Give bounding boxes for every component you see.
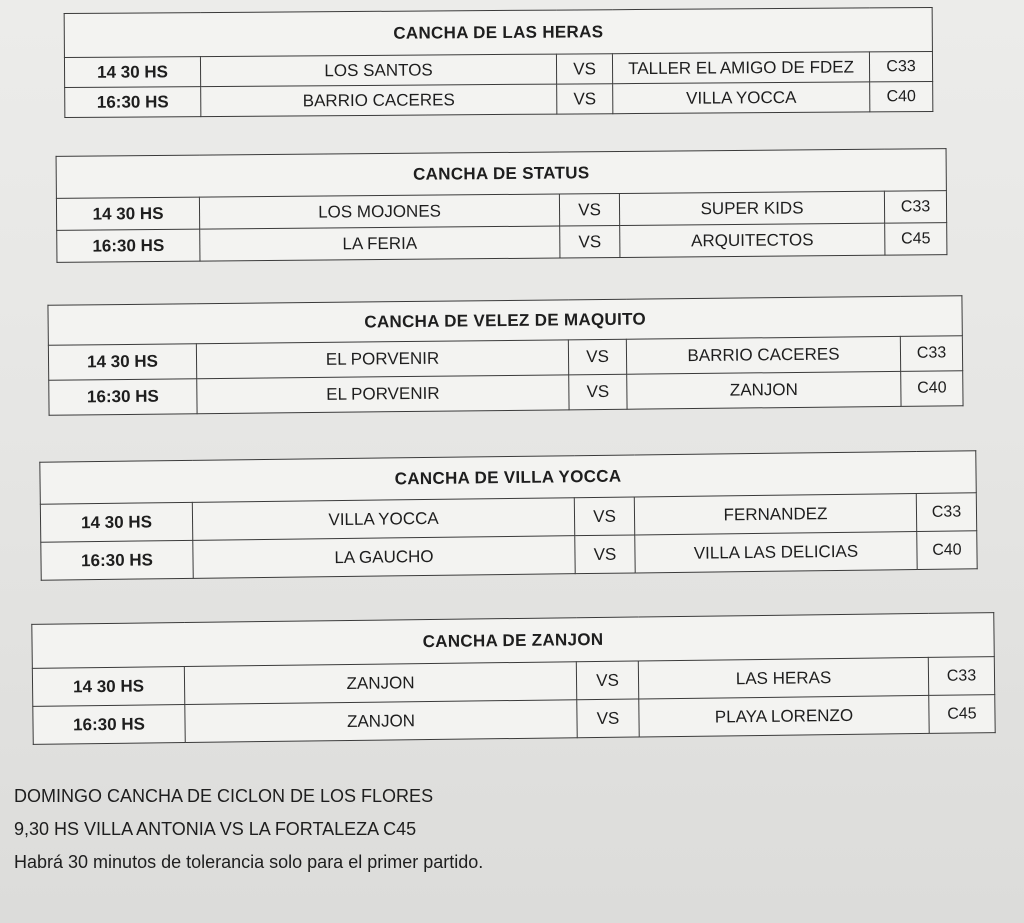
venue-title: CANCHA DE STATUS <box>56 149 946 199</box>
home-team: LA FERIA <box>200 226 560 261</box>
category-code: C40 <box>870 81 933 111</box>
category-code: C40 <box>917 531 977 570</box>
venue-title: CANCHA DE LAS HERAS <box>64 7 932 57</box>
match-time: 16:30 HS <box>57 229 200 262</box>
home-team: EL PORVENIR <box>196 340 568 379</box>
home-team: ZANJON <box>184 662 576 705</box>
away-team: LAS HERAS <box>638 657 928 699</box>
fixture-table-zanjon <box>31 612 995 745</box>
match-time: 16:30 HS <box>65 87 201 118</box>
venue-title: CANCHA DE ZANJON <box>32 613 994 669</box>
home-team: LOS SANTOS <box>200 54 556 86</box>
match-time: 14 30 HS <box>40 502 192 542</box>
away-team: BARRIO CACERES <box>626 336 900 374</box>
home-team: BARRIO CACERES <box>201 84 557 116</box>
vs-label: VS <box>569 374 627 410</box>
vs-label: VS <box>559 193 619 226</box>
away-team: SUPER KIDS <box>619 191 884 225</box>
home-team: VILLA YOCCA <box>192 498 574 541</box>
venue-title: CANCHA DE VELEZ DE MAQUITO <box>48 296 962 346</box>
sunday-match-note: 9,30 HS VILLA ANTONIA VS LA FORTALEZA C45 <box>14 819 417 839</box>
away-team: FERNANDEZ <box>634 494 916 535</box>
tolerance-note: Habrá 30 minutos de tolerancia solo para el primer partido. <box>14 852 484 872</box>
match-time: 14 30 HS <box>48 344 196 381</box>
match-time: 14 30 HS <box>56 197 199 230</box>
vs-label: VS <box>576 661 638 700</box>
vs-label: VS <box>577 699 639 738</box>
fixture-table-velez-de-maquito <box>47 295 963 416</box>
home-team: EL PORVENIR <box>197 375 569 414</box>
match-time: 14 30 HS <box>32 667 184 707</box>
fixture-table-villa-yocca <box>39 450 977 580</box>
match-row <box>57 223 947 263</box>
category-code: C40 <box>901 371 963 407</box>
sunday-venue-note: DOMINGO CANCHA DE CICLON DE LOS FLORES <box>14 786 434 806</box>
match-time: 16:30 HS <box>33 705 185 745</box>
vs-label: VS <box>556 54 612 84</box>
away-team: VILLA LAS DELICIAS <box>635 532 917 573</box>
category-code: C33 <box>916 493 976 532</box>
match-row <box>65 81 933 117</box>
vs-label: VS <box>560 225 620 258</box>
category-code: C45 <box>885 223 947 256</box>
notes-block <box>14 780 483 879</box>
match-time: 16:30 HS <box>49 379 197 416</box>
away-team: ARQUITECTOS <box>620 223 885 257</box>
vs-label: VS <box>575 535 635 574</box>
venue-title: CANCHA DE VILLA YOCCA <box>40 451 976 504</box>
home-team: LOS MOJONES <box>199 194 559 229</box>
category-code: C33 <box>900 336 962 372</box>
fixture-table-status <box>56 148 948 263</box>
vs-label: VS <box>557 84 613 114</box>
category-code: C45 <box>929 695 995 734</box>
away-team: ZANJON <box>627 371 901 409</box>
fixture-table-las-heras <box>64 7 934 118</box>
vs-label: VS <box>568 339 626 375</box>
home-team: ZANJON <box>185 700 577 743</box>
category-code: C33 <box>869 51 932 81</box>
away-team: PLAYA LORENZO <box>639 695 929 737</box>
category-code: C33 <box>884 191 946 224</box>
match-time: 16:30 HS <box>41 540 193 580</box>
vs-label: VS <box>574 497 634 536</box>
home-team: LA GAUCHO <box>193 536 575 579</box>
away-team: TALLER EL AMIGO DE FDEZ <box>612 52 869 84</box>
away-team: VILLA YOCCA <box>613 82 870 114</box>
category-code: C33 <box>928 657 994 696</box>
match-time: 14 30 HS <box>64 57 200 88</box>
